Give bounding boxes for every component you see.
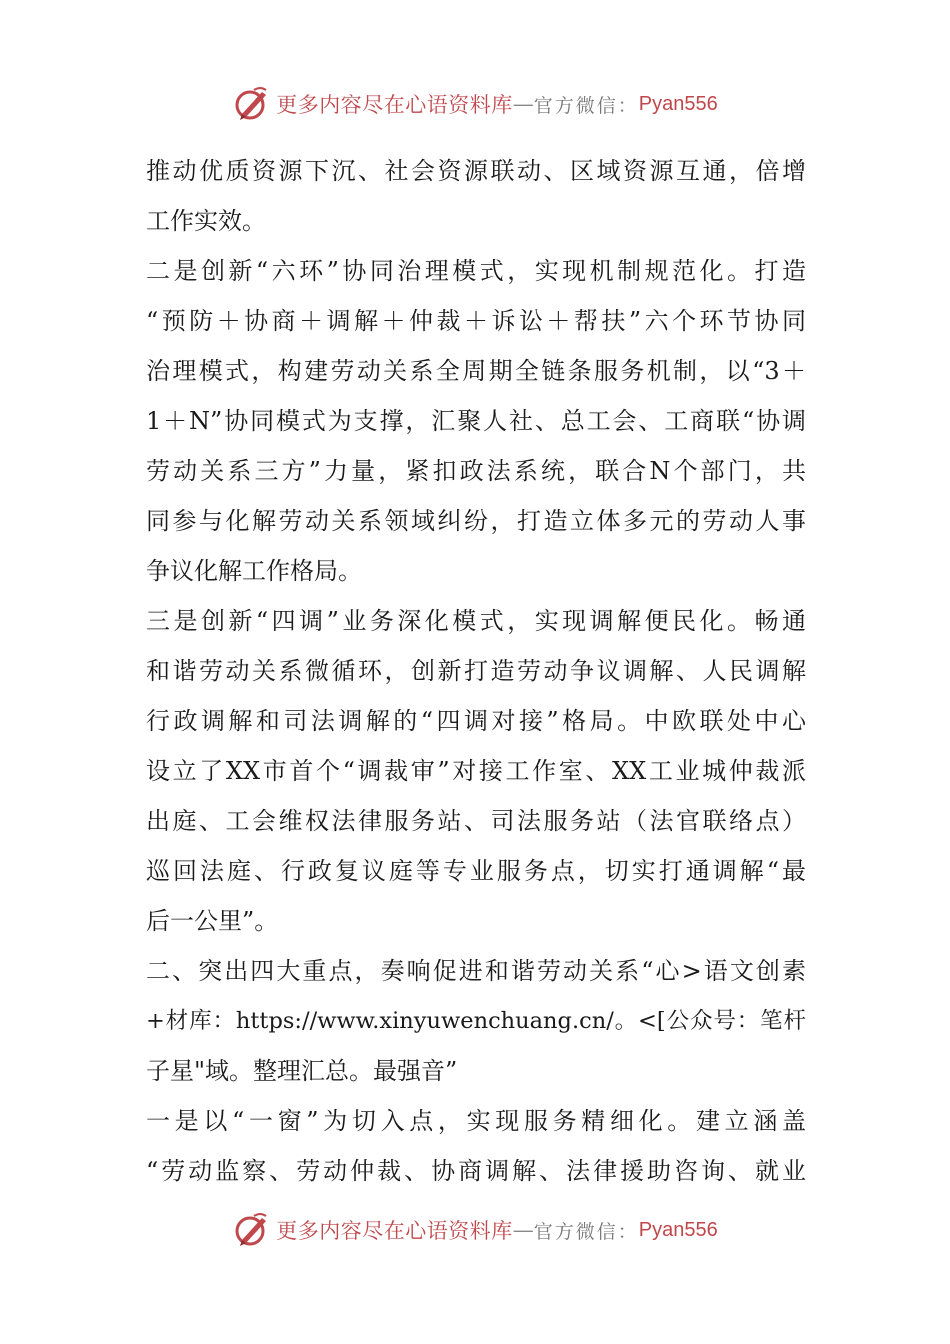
text-line: 劳动关系三方”力量，紧扣政法系统，联合N个部门，共 — [146, 457, 806, 485]
header-banner — [0, 82, 950, 126]
text-line: 设立了XX市首个“调裁审”对接工作室、XX工业城仲裁派 — [146, 757, 806, 785]
text-line: 推动优质资源下沉、社会资源联动、区域资源互通，倍增 — [146, 157, 806, 185]
wechat-id: Pyan556 — [638, 1218, 718, 1241]
text-line: 二、突出四大重点，奏响促进和谐劳动关系“心>语文创素 — [146, 957, 806, 985]
document-body — [146, 146, 806, 1196]
text-line: 工作实效。 — [146, 207, 266, 235]
text-line: 后一公里”。 — [146, 907, 279, 935]
text-line: 二是创新“六环”协同治理模式，实现机制规范化。打造 — [146, 257, 806, 285]
text-line: +材库：https://www.xinyuwenchuang.cn/。<[公众号：笔杆 — [146, 1008, 806, 1034]
banner-separator: — — [512, 92, 534, 116]
text-line: 1＋N”协同模式为支撑，汇聚人社、总工会、工商联“协调 — [146, 407, 806, 435]
text-line: 和谐劳动关系微循环，创新打造劳动争议调解、人民调解 — [146, 657, 806, 685]
text-line: 子星"域。整理汇总。最强音” — [146, 1057, 458, 1085]
brand-text: 更多内容尽在心语资料库 — [276, 93, 513, 117]
text-line: “劳动监察、劳动仲裁、协商调解、法律援助咨询、就业 — [146, 1157, 806, 1185]
wechat-id: Pyan556 — [638, 92, 718, 115]
text-line: 出庭、工会维权法律服务站、司法服务站（法官联络点） — [146, 807, 806, 835]
text-line: 一是以“一窗”为切入点，实现服务精细化。建立涵盖 — [146, 1107, 806, 1135]
text-line: 行政调解和司法调解的“四调对接”格局。中欧联处中心 — [146, 707, 806, 735]
text-line: 同参与化解劳动关系领域纠纷，打造立体多元的劳动人事 — [146, 507, 806, 535]
text-line: 争议化解工作格局。 — [146, 557, 362, 585]
wechat-label: 官方微信： — [533, 1220, 639, 1243]
footer-banner — [0, 1208, 950, 1252]
pen-circle-icon — [232, 84, 272, 124]
text-line: 三是创新“四调”业务深化模式，实现调解便民化。畅通 — [146, 607, 806, 635]
pen-circle-icon — [232, 1210, 272, 1250]
text-line: 巡回法庭、行政复议庭等专业服务点，切实打通调解“最 — [146, 857, 806, 885]
brand-text: 更多内容尽在心语资料库 — [276, 1219, 513, 1243]
text-line: “预防＋协商＋调解＋仲裁＋诉讼＋帮扶”六个环节协同 — [146, 307, 806, 335]
banner-separator: — — [512, 1218, 534, 1242]
text-line: 治理模式，构建劳动关系全周期全链条服务机制，以“3＋ — [146, 357, 806, 385]
wechat-label: 官方微信： — [533, 94, 639, 117]
